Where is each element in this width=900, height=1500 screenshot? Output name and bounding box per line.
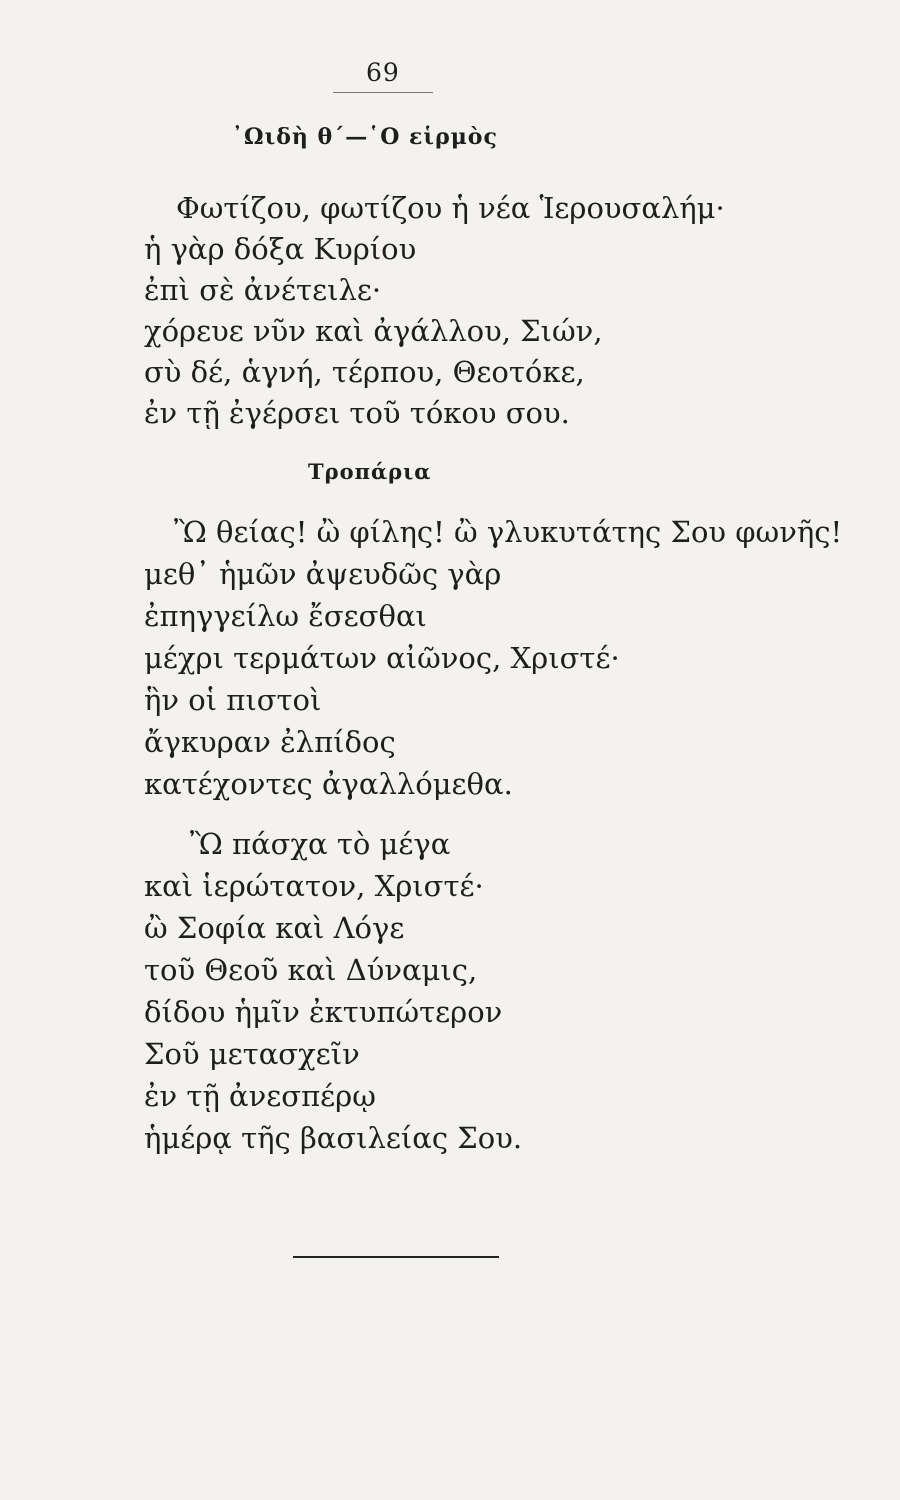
hirmos-line: ἡ γὰρ δόξα Κυρίου bbox=[144, 232, 417, 266]
page-number: 69 bbox=[366, 58, 400, 87]
troparion-line: μεθ᾿ ἡμῶν ἀψευδῶς γὰρ bbox=[144, 557, 502, 591]
troparion-line: ἄγκυραν ἐλπίδος bbox=[144, 725, 396, 759]
page-number-rule bbox=[333, 92, 433, 93]
troparion-line: καὶ ἱερώτατον, Χριστέ· bbox=[144, 869, 484, 903]
hirmos-line: ἐπὶ σὲ ἀνέτειλε· bbox=[144, 273, 382, 307]
hirmos-line: ἐν τῇ ἐγέρσει τοῦ τόκου σου. bbox=[144, 396, 570, 430]
hirmos-line: Φωτίζου, φωτίζου ἡ νέα Ἱερουσαλήμ· bbox=[176, 191, 725, 225]
troparion-line: ἐπηγγείλω ἔσεσθαι bbox=[144, 599, 427, 633]
end-rule bbox=[293, 1256, 499, 1258]
ode-heading: ᾿Ωιδὴ θ΄—῾Ο εἱρμὸς bbox=[232, 124, 498, 150]
troparion-line: δίδου ἡμῖν ἐκτυπώτερον bbox=[144, 995, 503, 1029]
troparion-line: Σοῦ μετασχεῖν bbox=[144, 1037, 360, 1071]
troparion-line: ἣν οἱ πιστοὶ bbox=[144, 683, 322, 717]
troparia-heading: Τροπάρια bbox=[308, 459, 432, 484]
troparion-line: ὢ Σοφία καὶ Λόγε bbox=[144, 911, 405, 945]
troparion-line: ἐν τῇ ἀνεσπέρῳ bbox=[144, 1079, 376, 1113]
hirmos-line: χόρευε νῦν καὶ ἀγάλλου, Σιών, bbox=[144, 314, 603, 348]
troparion-line: τοῦ Θεοῦ καὶ Δύναμις, bbox=[144, 953, 478, 987]
troparion-line: μέχρι τερμάτων αἰῶνος, Χριστέ· bbox=[144, 641, 620, 675]
hirmos-line: σὺ δέ, ἁγνή, τέρπου, Θεοτόκε, bbox=[144, 355, 585, 389]
troparion-line: ἡμέρᾳ τῆς βασιλείας Σου. bbox=[144, 1121, 523, 1155]
troparion-line: Ὢ θείας! ὢ φίλης! ὢ γλυκυτάτης Σου φωνῆς! bbox=[174, 515, 843, 549]
troparion-line: κατέχοντες ἀγαλλόμεθα. bbox=[144, 767, 513, 801]
troparion-line: Ὢ πάσχα τὸ μέγα bbox=[190, 827, 451, 861]
